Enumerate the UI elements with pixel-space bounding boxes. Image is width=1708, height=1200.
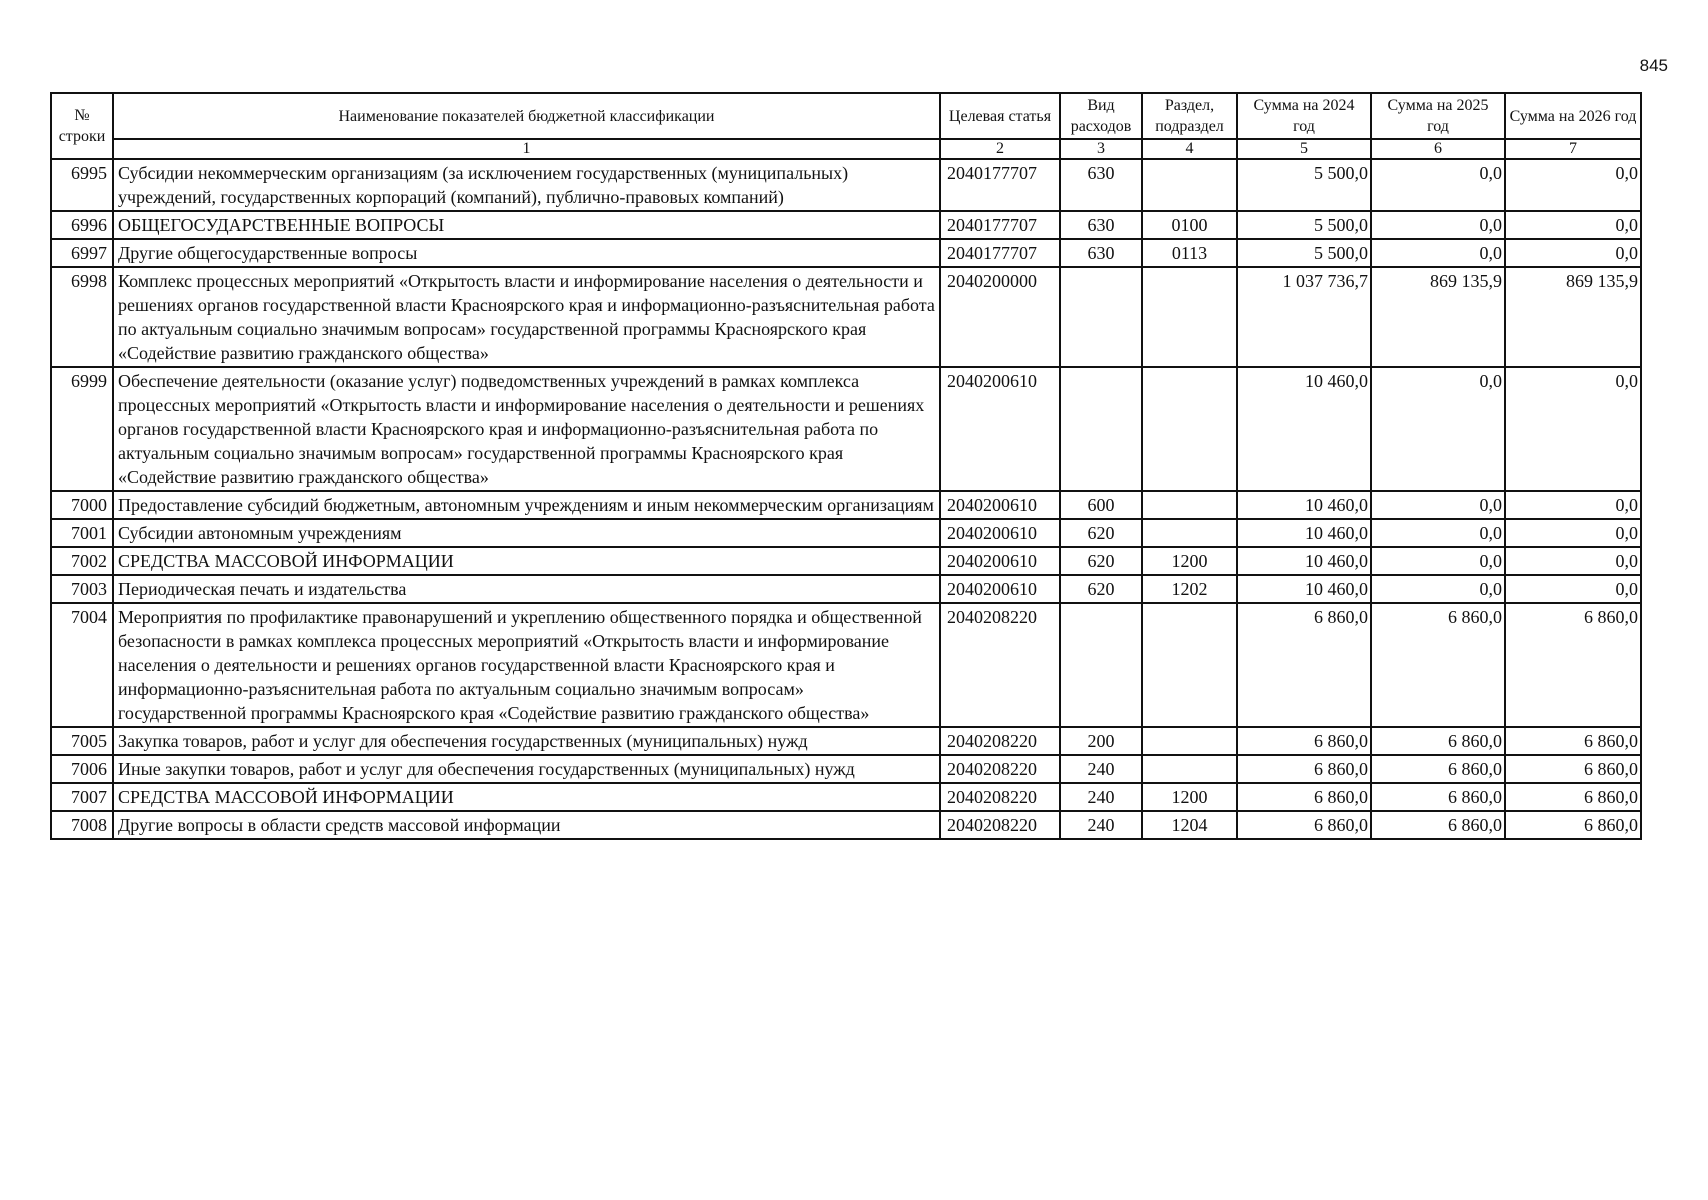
header-sum-2024: Сумма на 2024 год [1237,93,1371,139]
row-sum-2024: 6 860,0 [1237,755,1371,783]
row-sum-2026: 0,0 [1505,491,1641,519]
row-sum-2026: 0,0 [1505,211,1641,239]
row-sum-2024: 6 860,0 [1237,727,1371,755]
row-expense-kind [1060,267,1142,367]
row-section [1142,727,1237,755]
row-sum-2026: 0,0 [1505,239,1641,267]
row-target-code: 2040200610 [940,547,1060,575]
row-name: СРЕДСТВА МАССОВОЙ ИНФОРМАЦИИ [113,783,940,811]
row-sum-2026: 6 860,0 [1505,603,1641,727]
row-name: Другие вопросы в области средств массовой информации [113,811,940,839]
header-row [51,93,1641,139]
header-row-no: № строки [51,93,113,159]
row-section [1142,367,1237,491]
row-expense-kind: 240 [1060,811,1142,839]
row-sum-2025: 0,0 [1371,239,1505,267]
row-name: Предоставление субсидий бюджетным, автономным учреждениям и иным некоммерческим организациям [113,491,940,519]
row-sum-2024: 1 037 736,7 [1237,267,1371,367]
row-sum-2024: 10 460,0 [1237,547,1371,575]
row-expense-kind: 200 [1060,727,1142,755]
column-number: 4 [1142,139,1237,159]
column-number: 3 [1060,139,1142,159]
row-name: СРЕДСТВА МАССОВОЙ ИНФОРМАЦИИ [113,547,940,575]
row-target-code: 2040208220 [940,755,1060,783]
row-section: 0100 [1142,211,1237,239]
row-sum-2026: 0,0 [1505,159,1641,211]
row-sum-2024: 5 500,0 [1237,159,1371,211]
row-target-code: 2040200000 [940,267,1060,367]
row-section [1142,755,1237,783]
row-number: 7005 [51,727,113,755]
table-row [51,811,1641,839]
row-target-code: 2040200610 [940,575,1060,603]
budget-table [50,92,1642,840]
row-expense-kind: 600 [1060,491,1142,519]
row-section [1142,603,1237,727]
row-target-code: 2040208220 [940,811,1060,839]
row-sum-2024: 10 460,0 [1237,575,1371,603]
row-expense-kind: 620 [1060,547,1142,575]
row-number: 6999 [51,367,113,491]
row-section: 1200 [1142,547,1237,575]
header-sum-2026: Сумма на 2026 год [1505,93,1641,139]
row-sum-2026: 869 135,9 [1505,267,1641,367]
row-sum-2025: 869 135,9 [1371,267,1505,367]
row-number: 7006 [51,755,113,783]
row-sum-2025: 0,0 [1371,159,1505,211]
row-sum-2026: 6 860,0 [1505,727,1641,755]
row-number: 7003 [51,575,113,603]
row-sum-2026: 0,0 [1505,575,1641,603]
header-sum-2025: Сумма на 2025 год [1371,93,1505,139]
row-sum-2026: 6 860,0 [1505,755,1641,783]
row-expense-kind: 630 [1060,159,1142,211]
table-row [51,267,1641,367]
row-section [1142,159,1237,211]
row-sum-2025: 0,0 [1371,491,1505,519]
row-target-code: 2040200610 [940,367,1060,491]
column-number: 6 [1371,139,1505,159]
table-row [51,547,1641,575]
row-sum-2024: 6 860,0 [1237,783,1371,811]
column-number: 2 [940,139,1060,159]
table-row [51,491,1641,519]
row-target-code: 2040208220 [940,783,1060,811]
table-row [51,159,1641,211]
row-sum-2026: 0,0 [1505,367,1641,491]
row-sum-2025: 0,0 [1371,519,1505,547]
row-number: 6996 [51,211,113,239]
row-target-code: 2040177707 [940,239,1060,267]
row-expense-kind: 620 [1060,519,1142,547]
row-name: Иные закупки товаров, работ и услуг для обеспечения государственных (муниципальных) нужд [113,755,940,783]
row-section [1142,519,1237,547]
row-name: Субсидии автономным учреждениям [113,519,940,547]
row-sum-2025: 0,0 [1371,575,1505,603]
row-number: 7008 [51,811,113,839]
row-target-code: 2040177707 [940,211,1060,239]
table-row [51,603,1641,727]
header-target: Целевая статья [940,93,1060,139]
row-sum-2025: 0,0 [1371,211,1505,239]
row-sum-2024: 5 500,0 [1237,239,1371,267]
column-number: 1 [113,139,940,159]
row-expense-kind: 240 [1060,783,1142,811]
row-sum-2024: 5 500,0 [1237,211,1371,239]
row-sum-2025: 0,0 [1371,547,1505,575]
row-sum-2026: 6 860,0 [1505,811,1641,839]
row-number: 7004 [51,603,113,727]
row-sum-2025: 6 860,0 [1371,603,1505,727]
row-expense-kind: 630 [1060,239,1142,267]
row-sum-2026: 0,0 [1505,547,1641,575]
row-section [1142,267,1237,367]
row-number: 6995 [51,159,113,211]
column-number: 5 [1237,139,1371,159]
row-target-code: 2040208220 [940,603,1060,727]
table-row [51,755,1641,783]
header-section: Раздел, подраздел [1142,93,1237,139]
row-sum-2024: 10 460,0 [1237,491,1371,519]
row-name: Другие общегосударственные вопросы [113,239,940,267]
row-sum-2025: 0,0 [1371,367,1505,491]
row-name: Мероприятия по профилактике правонарушений и укреплению общественного порядка и общественной безопасности в рамках комплекса процессных мероприятий «Открытость власти и информирование населения о деятельности и решениях органов государственной власти Красноярского края и информационно-разъяснительная работа по актуальным социально значимым вопросам» государственной программы Красноярского края «Содействие развитию гражданского общества» [113,603,940,727]
row-number: 7002 [51,547,113,575]
header-kind: Вид расходов [1060,93,1142,139]
row-section: 1202 [1142,575,1237,603]
row-name: Периодическая печать и издательства [113,575,940,603]
row-number: 7007 [51,783,113,811]
row-section: 1200 [1142,783,1237,811]
table-row [51,239,1641,267]
row-sum-2026: 0,0 [1505,519,1641,547]
row-target-code: 2040200610 [940,519,1060,547]
row-name: ОБЩЕГОСУДАРСТВЕННЫЕ ВОПРОСЫ [113,211,940,239]
row-target-code: 2040208220 [940,727,1060,755]
table-body [51,159,1641,839]
row-sum-2024: 10 460,0 [1237,367,1371,491]
table-row [51,727,1641,755]
row-sum-2025: 6 860,0 [1371,811,1505,839]
row-section: 0113 [1142,239,1237,267]
row-target-code: 2040177707 [940,159,1060,211]
row-expense-kind: 630 [1060,211,1142,239]
row-sum-2024: 6 860,0 [1237,603,1371,727]
row-number: 6997 [51,239,113,267]
table-row [51,211,1641,239]
header-name: Наименование показателей бюджетной классификации [113,93,940,139]
table-row [51,783,1641,811]
row-sum-2025: 6 860,0 [1371,783,1505,811]
table-row [51,367,1641,491]
column-number-row [51,139,1641,159]
table-row [51,575,1641,603]
page-number: 845 [1639,56,1668,75]
row-name: Субсидии некоммерческим организациям (за исключением государственных (муниципальных) учреждений, государственных корпораций (компаний), публично-правовых компаний) [113,159,940,211]
row-sum-2025: 6 860,0 [1371,755,1505,783]
row-expense-kind: 620 [1060,575,1142,603]
row-number: 6998 [51,267,113,367]
row-sum-2026: 6 860,0 [1505,783,1641,811]
row-sum-2025: 6 860,0 [1371,727,1505,755]
row-target-code: 2040200610 [940,491,1060,519]
row-expense-kind [1060,603,1142,727]
row-expense-kind [1060,367,1142,491]
row-expense-kind: 240 [1060,755,1142,783]
row-sum-2024: 6 860,0 [1237,811,1371,839]
row-section: 1204 [1142,811,1237,839]
row-number: 7001 [51,519,113,547]
row-name: Комплекс процессных мероприятий «Открытость власти и информирование населения о деятельности и решениях органов государственной власти Красноярского края и информационно-разъяснительная работа по актуальным социально значимым вопросам» государственной программы Красноярского края «Содействие развитию гражданского общества» [113,267,940,367]
column-number: 7 [1505,139,1641,159]
row-name: Закупка товаров, работ и услуг для обеспечения государственных (муниципальных) нужд [113,727,940,755]
table-row [51,519,1641,547]
row-sum-2024: 10 460,0 [1237,519,1371,547]
row-section [1142,491,1237,519]
row-number: 7000 [51,491,113,519]
row-name: Обеспечение деятельности (оказание услуг) подведомственных учреждений в рамках комплекса процессных мероприятий «Открытость власти и информирование населения о деятельности и решениях органов государственной власти Красноярского края и информационно-разъяснительная работа по актуальным социально значимым вопросам» государственной программы Красноярского края «Содействие развитию гражданского общества» [113,367,940,491]
